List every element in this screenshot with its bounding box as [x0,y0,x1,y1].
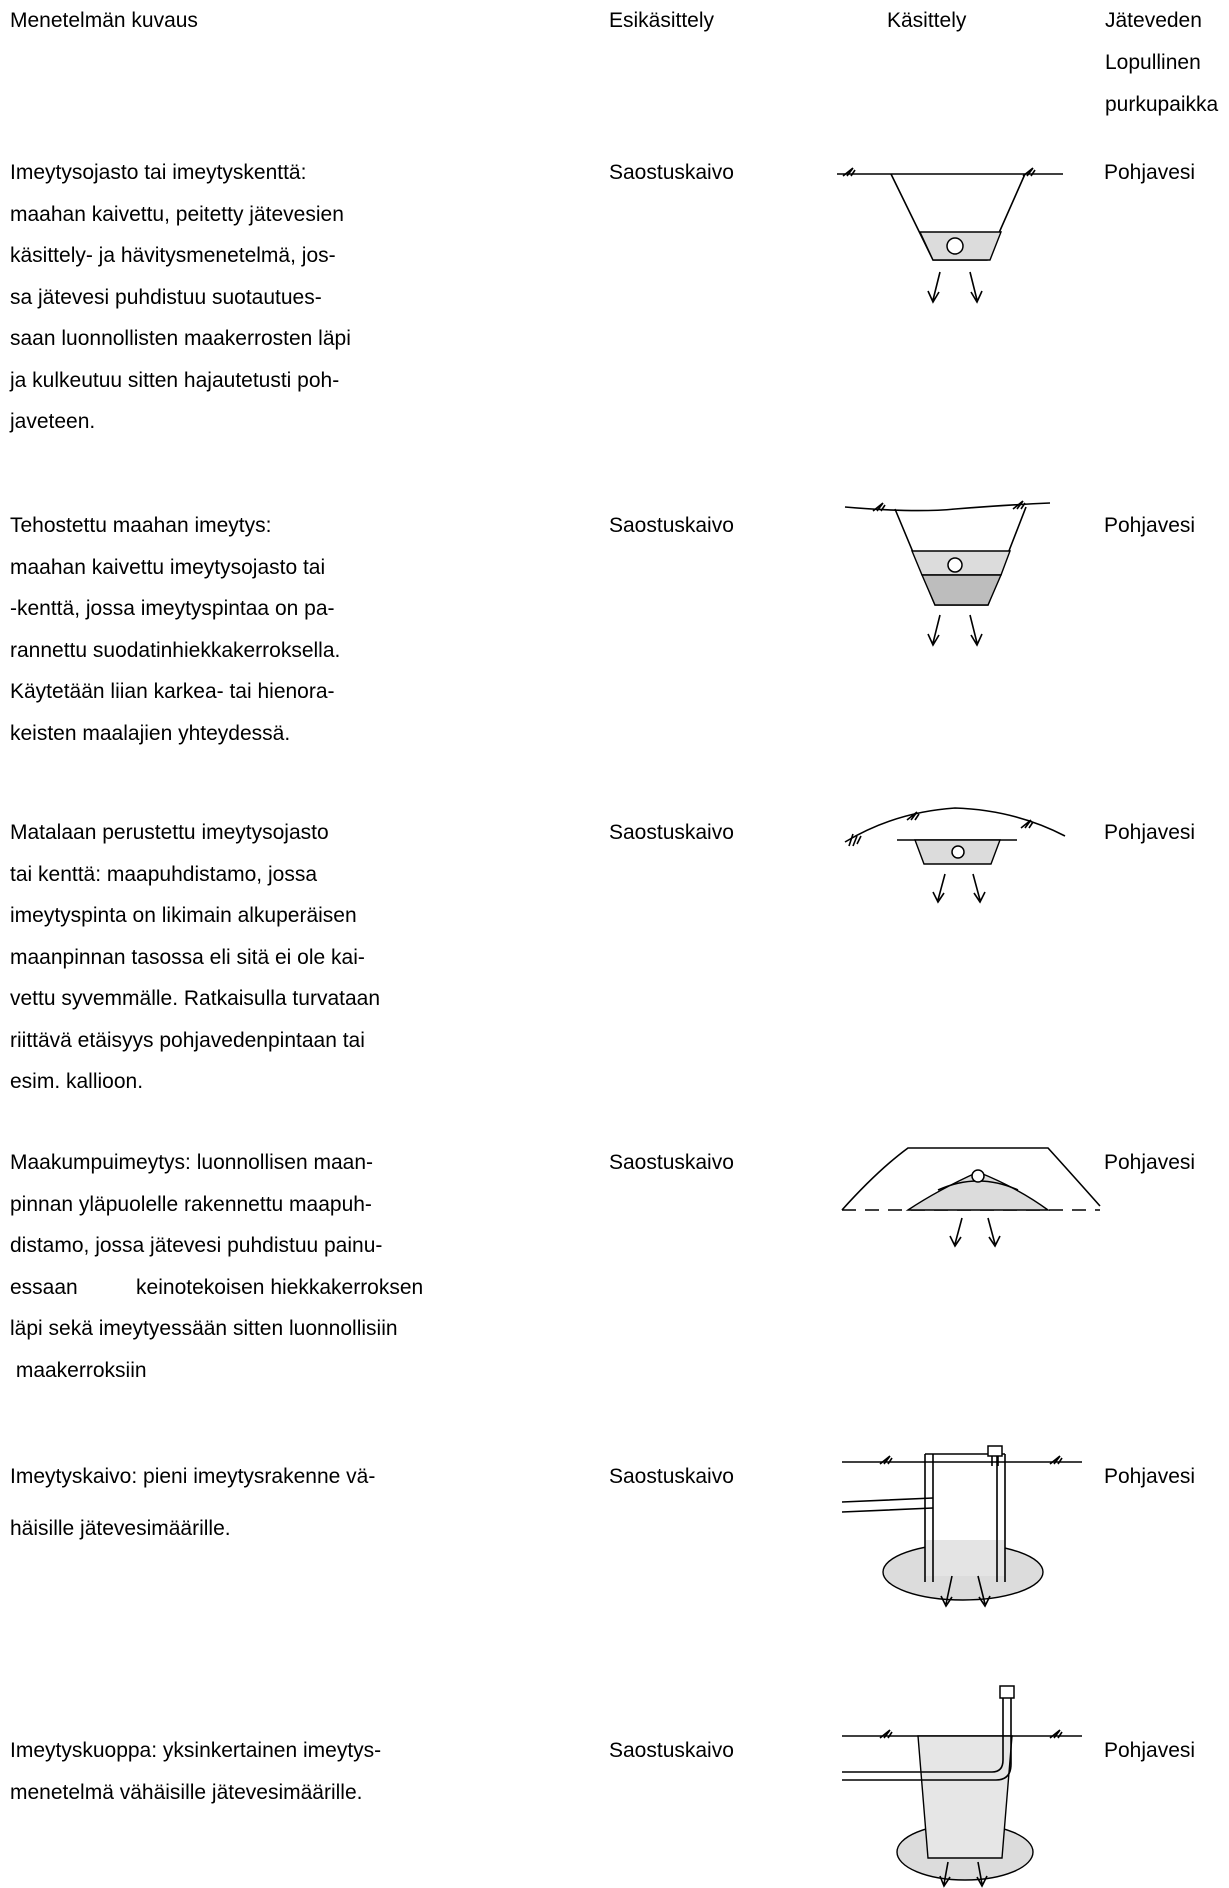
method-description [10,1456,430,1549]
description-line: -kenttä, jossa imeytyspintaa on pa- [10,597,335,620]
infiltration-well-diagram [840,1444,1090,1624]
method-description [10,505,430,754]
description-line: keisten maalajien yhteydessä. [10,721,291,745]
description-line: imeytyspinta on likimain alkuperäisen [10,904,357,927]
description-line: maahan kaivettu imeytysojasto tai [10,555,326,579]
header-disposal-line: Lopullinen [1105,51,1201,74]
header-disposal-line: Jäteveden [1105,9,1202,32]
description-line: läpi sekä imeytyessään sitten luonnollisiin [10,1317,398,1340]
header-description: Menetelmän kuvaus [10,9,198,32]
enhanced-infiltration-diagram [835,497,1065,647]
description-line: vettu syvemmälle. Ratkaisulla turvataan [10,987,380,1010]
description-line: Imeytysojasto tai imeytyskenttä: [10,161,307,184]
description-line: häisille jätevesimäärille. [10,1516,231,1540]
description-line: rannettu suodatinhiekkakerroksella. [10,638,341,662]
header-pretreatment: Esikäsittely [609,9,715,32]
method-description [10,152,430,443]
description-line: Imeytyskuoppa: yksinkertainen imeytys- [10,1739,382,1762]
description-line: Maakumpuimeytys: luonnollisen maan- [10,1151,373,1174]
description-line: Matalaan perustettu imeytysojasto [10,821,329,844]
description-line: essaan keinotekoisen hiekkakerroksen [10,1275,424,1299]
method-description [10,812,430,1103]
description-line: saan luonnollisten maakerrosten läpi [10,327,351,350]
shallow-infiltration-diagram [835,800,1075,920]
header-treatment: Käsittely [887,9,967,32]
disposal-cell: Pohjavesi [1104,1151,1196,1174]
header-disposal [1105,0,1218,126]
disposal-cell: Pohjavesi [1104,1739,1196,1762]
description-line: riittävä etäisyys pohjavedenpintaan tai [10,1028,365,1052]
description-line: maahan kaivettu, peitetty jätevesien [10,202,344,226]
description-line: Tehostettu maahan imeytys: [10,514,272,537]
infiltration-pit-diagram [840,1680,1090,1888]
pretreatment-cell: Saostuskaivo [609,1151,734,1174]
header-disposal-line: purkupaikka [1105,93,1219,116]
method-description [10,1730,430,1813]
description-line: Imeytyskaivo: pieni imeytysrakenne vä- [10,1465,376,1488]
pretreatment-cell: Saostuskaivo [609,1465,734,1488]
pretreatment-cell: Saostuskaivo [609,514,734,537]
pretreatment-cell: Saostuskaivo [609,821,734,844]
infiltration-trench-diagram [835,166,1065,316]
description-line: sa jätevesi puhdistuu suotautues- [10,285,322,309]
method-description [10,1142,430,1391]
disposal-cell: Pohjavesi [1104,514,1196,537]
disposal-cell: Pohjavesi [1104,1465,1196,1488]
pretreatment-cell: Saostuskaivo [609,1739,734,1762]
description-line: pinnan yläpuolelle rakennettu maapuh- [10,1192,372,1216]
disposal-cell: Pohjavesi [1104,161,1196,184]
mound-infiltration-diagram [838,1140,1108,1270]
description-line: menetelmä vähäisille jätevesimäärille. [10,1780,363,1804]
description-line: maanpinnan tasossa eli sitä ei ole kai- [10,945,365,969]
description-line: maakerroksiin [10,1358,147,1382]
description-line: ja kulkeutuu sitten hajautetusti poh- [10,368,340,392]
description-line: esim. kallioon. [10,1070,144,1093]
description-line: tai kenttä: maapuhdistamo, jossa [10,862,318,886]
description-line: javeteen. [10,410,96,433]
description-line: distamo, jossa jätevesi puhdistuu painu- [10,1234,383,1257]
disposal-cell: Pohjavesi [1104,821,1196,844]
description-line: käsittely- ja hävitysmenetelmä, jos- [10,244,336,267]
pretreatment-cell: Saostuskaivo [609,161,734,184]
description-line: Käytetään liian karkea- tai hienora- [10,680,335,703]
